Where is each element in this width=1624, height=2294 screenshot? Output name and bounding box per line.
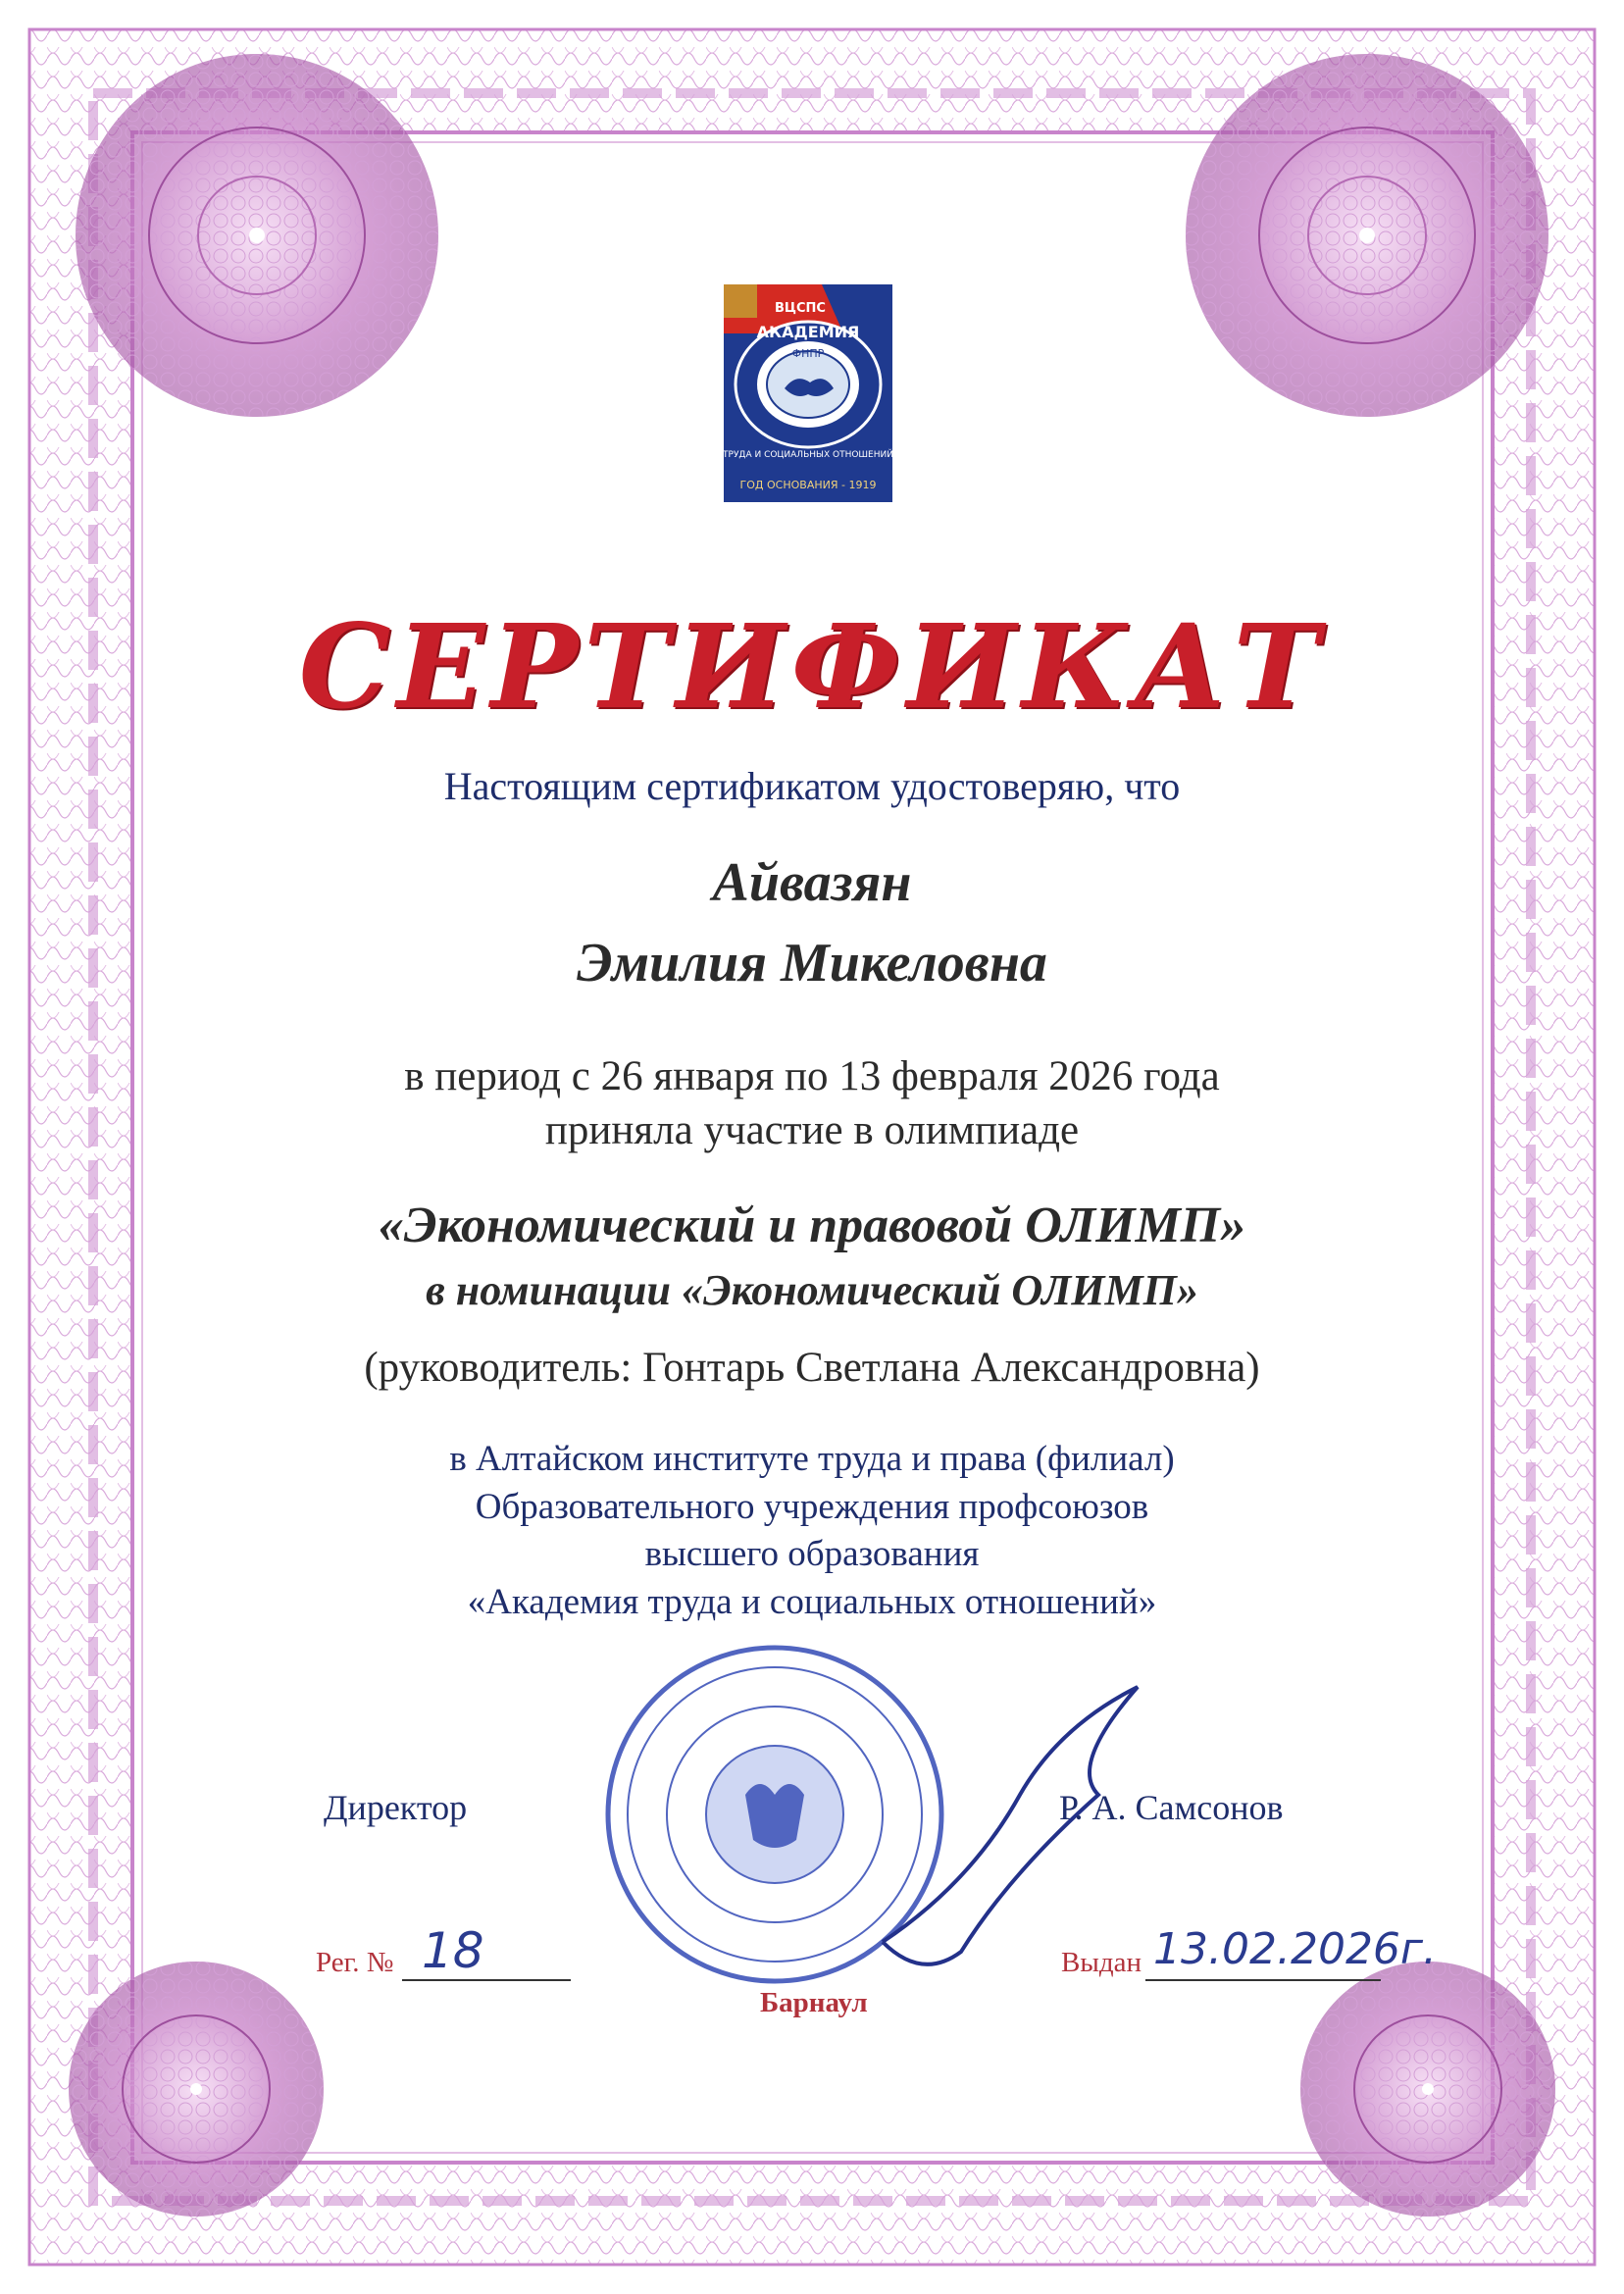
issued-date: 13.02.2026г. [1153,1924,1438,1974]
period-line: в период с 26 января по 13 февраля 2026 года [404,1053,1220,1099]
issued-label: Выдан [1061,1947,1142,1978]
institution-line-1: в Алтайском институте труда и права (филиал) [449,1439,1175,1479]
intro-line: Настоящим сертификатом удостоверяю, что [443,764,1181,808]
institution-line-2: Образовательного учреждения профсоюзов [475,1487,1149,1527]
emblem-flag-text: ВЦСПС [775,301,826,316]
institution-line-4: «Академия труда и социальных отношений» [467,1582,1157,1622]
rosette-bottom-right [1300,1962,1555,2217]
emblem-ring-text: ТРУДА И СОЦИАЛЬНЫХ ОТНОШЕНИЙ [723,450,893,460]
city-label: Барнаул [760,1987,868,2018]
academy-emblem [722,284,893,502]
rosette-top-right [1186,54,1548,417]
participation-line: приняла участие в олимпиаде [544,1107,1080,1153]
nomination-line: в номинации «Экономический ОЛИМП» [426,1266,1198,1314]
director-label: Директор [324,1788,468,1827]
recipient-surname: Айвазян [712,852,912,913]
institution-line-3: высшего образования [644,1534,980,1574]
rosette-bottom-left [69,1962,324,2217]
reg-number: 18 [422,1922,484,1979]
reg-underline [402,1979,571,1981]
emblem-top-text: ФНПР [791,347,825,360]
reg-label: Рег. № [316,1947,394,1978]
supervisor-line: (руководитель: Гонтарь Светлана Александровна) [364,1345,1260,1391]
emblem-arc-text: АКАДЕМИЯ [756,323,860,341]
signatory-name: Р. А. Самсонов [1059,1788,1284,1827]
certificate-title: СЕРТИФИКАТ [298,598,1326,735]
emblem-founded: ГОД ОСНОВАНИЯ - 1919 [739,479,877,491]
recipient-given-names: Эмилия Микеловна [577,933,1047,994]
rosette-top-left [76,54,438,417]
olympiad-name: «Экономический и правовой ОЛИМП» [378,1198,1246,1253]
issued-underline [1145,1979,1381,1981]
